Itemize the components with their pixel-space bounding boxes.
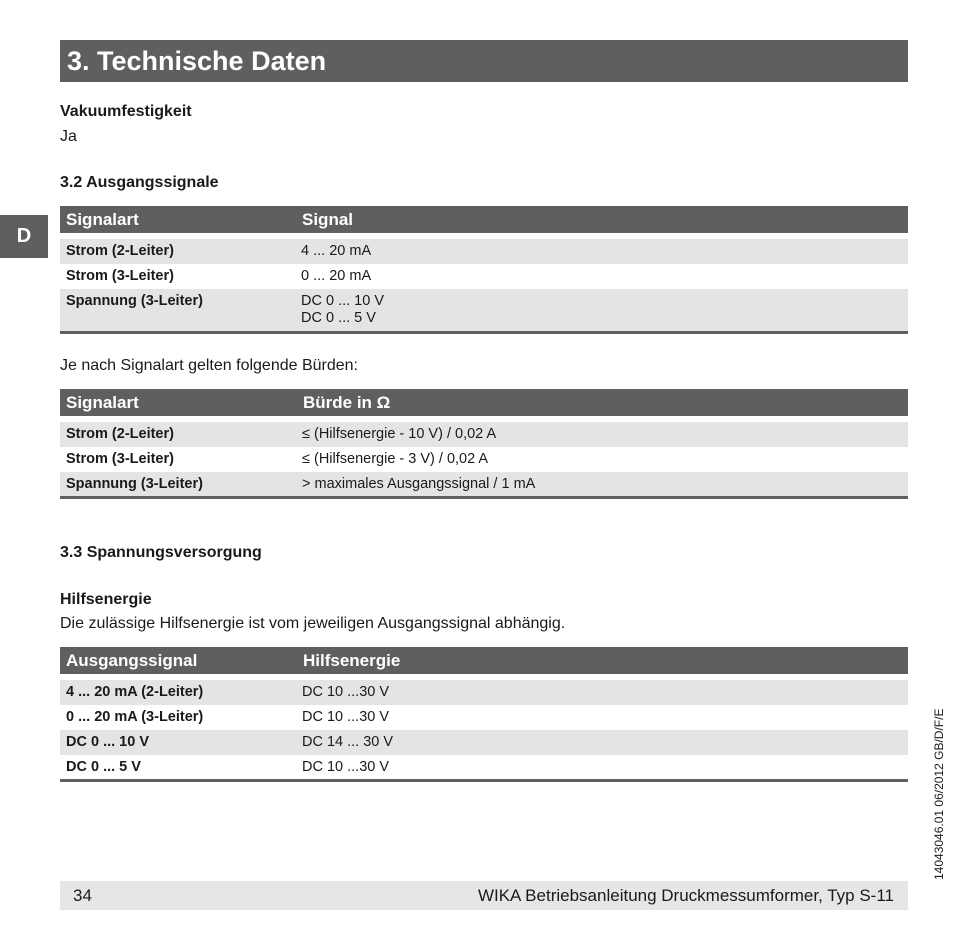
row-label: Spannung (3-Leiter) [66, 293, 203, 309]
power-table [60, 647, 908, 782]
row-value: DC 14 ... 30 V [302, 734, 394, 750]
page-footer [60, 881, 908, 910]
table-bottom-rule [60, 331, 908, 334]
chapter-title: 3. Technische Daten [60, 40, 908, 82]
row-value: DC 10 ...30 V [302, 759, 390, 775]
table-row [60, 239, 908, 264]
language-tab[interactable]: D [0, 215, 48, 258]
loads-table [60, 389, 908, 499]
table-header [60, 647, 908, 674]
table-bottom-rule [60, 779, 908, 782]
row-label: DC 0 ... 5 V [66, 759, 141, 775]
row-value: ≤ (Hilfsenergie - 10 V) / 0,02 A [302, 426, 497, 442]
section-heading-output-signals: 3.2 Ausgangssignale [60, 174, 219, 191]
column-header-signal-type: Signalart [66, 210, 139, 229]
table-bottom-rule [60, 496, 908, 499]
column-header-output-signal: Ausgangssignal [66, 651, 198, 670]
row-label: Strom (3-Leiter) [66, 268, 174, 284]
row-label: DC 0 ... 10 V [66, 734, 150, 750]
section-heading-power-supply: 3.3 Spannungsversorgung [60, 544, 262, 561]
row-value: DC 10 ...30 V [302, 709, 390, 725]
column-header-signal-type: Signalart [66, 393, 139, 412]
row-label: 4 ... 20 mA (2-Leiter) [66, 684, 204, 700]
row-label: 0 ... 20 mA (3-Leiter) [66, 709, 204, 725]
page-number: 34 [73, 886, 92, 905]
table-row [60, 422, 908, 447]
row-value: 4 ... 20 mA [301, 243, 372, 259]
row-value [301, 293, 384, 327]
row-label: Strom (2-Leiter) [66, 426, 174, 442]
aux-power-text: Die zulässige Hilfsenergie ist vom jeweiligen Ausgangssignal abhängig. [60, 615, 566, 632]
row-value: ≤ (Hilfsenergie - 3 V) / 0,02 A [302, 451, 489, 467]
table-row [60, 680, 908, 705]
table-row [60, 289, 908, 331]
row-label: Spannung (3-Leiter) [66, 476, 203, 492]
column-header-aux-power: Hilfsenergie [303, 651, 401, 670]
document-code: 14043046.01 06/2012 GB/D/F/E [932, 708, 946, 880]
table-header [60, 389, 908, 416]
row-value: 0 ... 20 mA [301, 268, 372, 284]
vacuum-heading: Vakuumfestigkeit [60, 103, 192, 120]
column-header-load: Bürde in Ω [303, 393, 391, 412]
table-row [60, 447, 908, 472]
row-value: DC 10 ...30 V [302, 684, 390, 700]
table-row [60, 755, 908, 779]
table-row [60, 264, 908, 289]
column-header-signal: Signal [302, 210, 354, 229]
row-label: Strom (2-Leiter) [66, 243, 174, 259]
footer-text: WIKA Betriebsanleitung Druckmessumformer, Typ S-11 [477, 886, 894, 905]
table-row [60, 730, 908, 755]
row-label: Strom (3-Leiter) [66, 451, 174, 467]
table-row [60, 705, 908, 730]
table-header [60, 206, 908, 233]
table-row [60, 472, 908, 496]
row-value: > maximales Ausgangssignal / 1 mA [302, 476, 536, 492]
row-value-line: DC 0 ... 5 V [301, 310, 376, 326]
loads-intro-text: Je nach Signalart gelten folgende Bürden: [60, 357, 358, 374]
signals-table [60, 206, 908, 334]
row-value-line: DC 0 ... 10 V [301, 293, 385, 309]
aux-power-heading: Hilfsenergie [60, 591, 152, 608]
vacuum-value: Ja [60, 128, 77, 145]
